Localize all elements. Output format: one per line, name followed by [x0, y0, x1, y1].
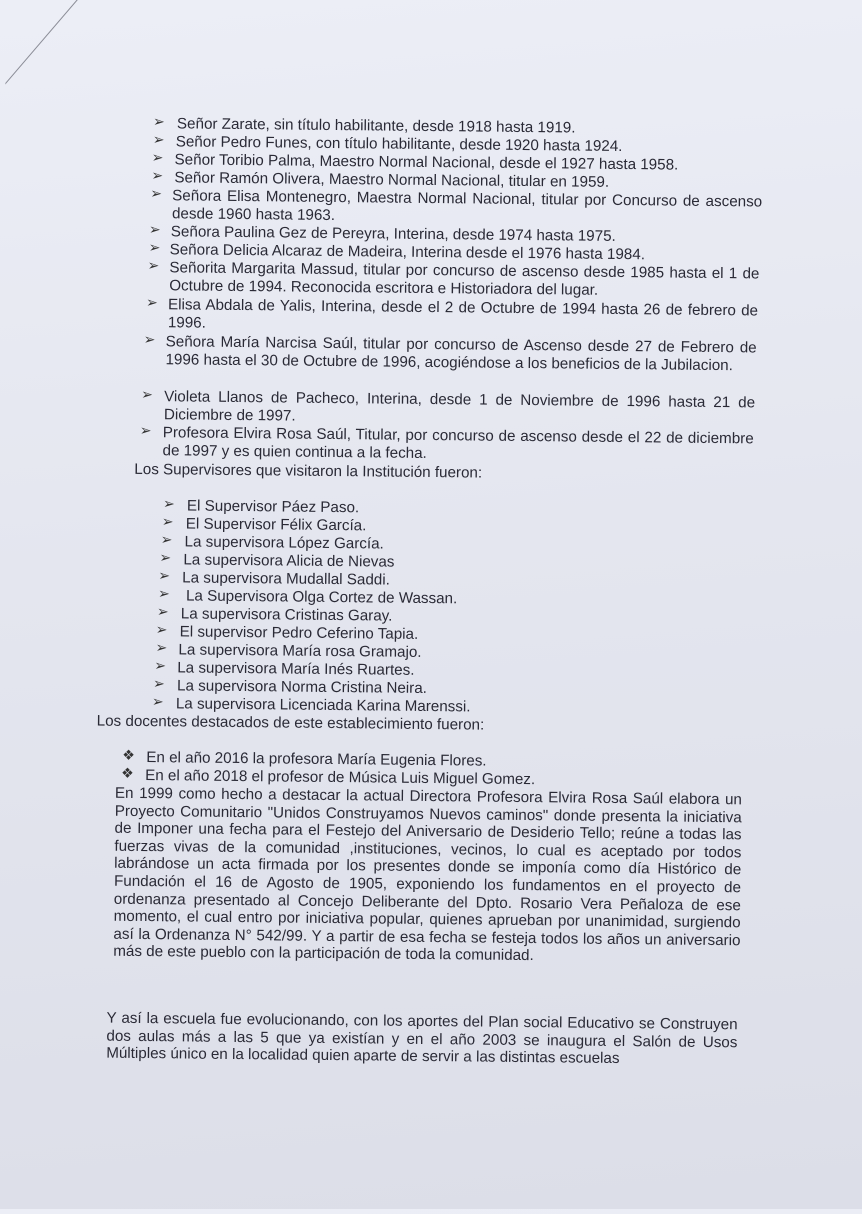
arrow-bullet-icon: ➢ — [146, 294, 158, 311]
diamond-bullet-icon: ❖ — [122, 746, 136, 763]
director-item: Elisa Abdala de Yalis, Interina, desde el 2 de Octubre de 1994 hasta 26 de febrero de 1996. — [167, 296, 759, 332]
arrow-bullet-icon: ➢ — [154, 657, 167, 674]
arrow-bullet-icon: ➢ — [160, 531, 173, 548]
arrow-bullet-icon: ➢ — [151, 149, 164, 166]
supervisor-item: La Supervisora Olga Cortez de Wassan. — [185, 587, 458, 608]
arrow-bullet-icon: ➢ — [157, 585, 170, 602]
arrow-bullet-icon: ➢ — [151, 693, 164, 710]
director-item: Violeta Llanos de Pacheco, Interina, desde 1 de Noviembre de 1996 hasta 21 de Diciembre de 1997. — [163, 388, 756, 425]
director-item: Señora Elisa Montenegro, Maestra Normal Nacional, titular por Concurso de ascenso desde 1960 hasta 1963. — [171, 187, 763, 224]
supervisors-heading: Los Supervisores que visitaron la Institución fueron: — [134, 460, 483, 482]
director-item: Señor Ramón Olivera, Maestro Normal Nacional, titular en 1959. — [174, 169, 610, 191]
teacher-item: En el año 2018 el profesor de Música Luis Miguel Gomez. — [145, 767, 536, 789]
supervisor-item: La supervisora Mudallal Saddi. — [182, 569, 390, 589]
arrow-bullet-icon: ➢ — [162, 495, 175, 512]
arrow-bullet-icon: ➢ — [153, 675, 165, 692]
director-item: Señor Pedro Funes, con título habilitante, desde 1920 hasta 1924. — [175, 133, 623, 155]
arrow-bullet-icon: ➢ — [150, 185, 163, 202]
director-item: Señora Delicia Alcaraz de Madeira, Interina desde el 1976 hasta 1984. — [169, 241, 646, 264]
arrow-bullet-icon: ➢ — [148, 221, 161, 238]
arrow-bullet-icon: ➢ — [155, 621, 168, 638]
page-fold-mark — [5, 0, 96, 96]
arrow-bullet-icon: ➢ — [158, 567, 171, 584]
arrow-bullet-icon: ➢ — [148, 239, 161, 256]
director-item: Señora María Narcisa Saúl, titular por concurso de Ascenso desde 27 de Febrero de 1996 hasta el 30 de Octubre de 1996, acogiéndose a los beneficios de la Jubilacion. — [165, 333, 757, 374]
teachers-heading: Los docentes destacados de este establecimiento fueron: — [96, 712, 485, 734]
supervisor-item: La supervisora Norma Cristina Neira. — [176, 677, 428, 697]
paragraph-founding-day: En 1999 como hecho a destacar la actual Directora Profesora Elvira Rosa Saúl elabora un Proyecto Comunitario "Unidos Construyamos Nuevos caminos" donde presenta la iniciativa de Imponer una fecha para el Festejo del Aniversario de Desiderio Tello; reúne a todas las fuerzas vivas de la comunidad ,instituciones, vecinos, lo cual es aceptado por todos labrándose un acta firmada por los presentes donde se imponía como día Histórico de Fundación el 16 de Agosto de 1905, exponiendo los fundamentos en el proyecto de ordenanza presentado al Concejo Deliberante del Dpto. Rosario Vera Peñaloza de ese momento, el cual entro por iniciativa popular, quienes aprueban por unanimidad, surgiendo así la Ordenanza N° 542/99. Y a partir de esa fecha se festeja todos los años un aniversario más de este pueblo con la participación de toda la comunidad. — [113, 784, 743, 965]
document-text — [6, 0, 862, 1068]
arrow-bullet-icon: ➢ — [152, 131, 165, 148]
diamond-bullet-icon: ❖ — [121, 764, 134, 781]
supervisor-item: La supervisora López García. — [184, 533, 384, 553]
arrow-bullet-icon: ➢ — [147, 257, 160, 274]
arrow-bullet-icon: ➢ — [155, 639, 168, 656]
arrow-bullet-icon: ➢ — [161, 513, 174, 530]
arrow-bullet-icon: ➢ — [159, 549, 172, 566]
teacher-item: En el año 2016 la profesora María Eugenia Flores. — [146, 749, 487, 770]
director-item: Señor Zarate, sin título habilitante, desde 1918 hasta 1919. — [176, 115, 576, 137]
paragraph-school-evolution: Y así la escuela fue evolucionando, con los aportes del Plan social Educativo se Construyen dos aulas más a las 5 que ya existían y en el año 2003 se inaugura el Salón de Usos Múltiples único en la localidad quien aparte de servir a las distintas escuelas — [106, 1009, 738, 1068]
supervisor-item: La supervisora Licenciada Karina Marenssi. — [175, 695, 471, 716]
director-item: Señor Toribio Palma, Maestro Normal Nacional, desde el 1927 hasta 1958. — [174, 151, 679, 174]
supervisor-item: El Supervisor Félix García. — [185, 515, 367, 535]
supervisor-item: El supervisor Pedro Ceferino Tapia. — [179, 623, 419, 643]
arrow-bullet-icon: ➢ — [141, 385, 153, 403]
supervisor-item: La supervisora Cristinas Garay. — [180, 605, 393, 625]
supervisor-item: La supervisora María Inés Ruartes. — [177, 659, 415, 679]
supervisor-item: La supervisora María rosa Gramajo. — [178, 641, 422, 661]
supervisor-item: La supervisora Alicia de Nievas — [183, 551, 395, 571]
arrow-bullet-icon: ➢ — [151, 167, 164, 184]
arrow-bullet-icon: ➢ — [139, 421, 152, 439]
arrow-bullet-icon: ➢ — [143, 330, 156, 348]
director-item: Señorita Margarita Massud, titular por concurso de ascenso desde 1985 hasta el 1 de Octubre de 1994. Reconocida escritora e Historiadora del lugar. — [169, 259, 760, 299]
supervisor-item: El Supervisor Páez Paso. — [186, 497, 360, 517]
arrow-bullet-icon: ➢ — [156, 603, 169, 620]
director-item: Profesora Elvira Rosa Saúl, Titular, por concurso de ascenso desde el 22 de diciembre de 1997 y es quien continua a la fecha. — [162, 424, 754, 462]
arrow-bullet-icon: ➢ — [152, 113, 165, 130]
director-item: Señora Paulina Gez de Pereyra, Interina, desde 1974 hasta 1975. — [170, 223, 616, 245]
